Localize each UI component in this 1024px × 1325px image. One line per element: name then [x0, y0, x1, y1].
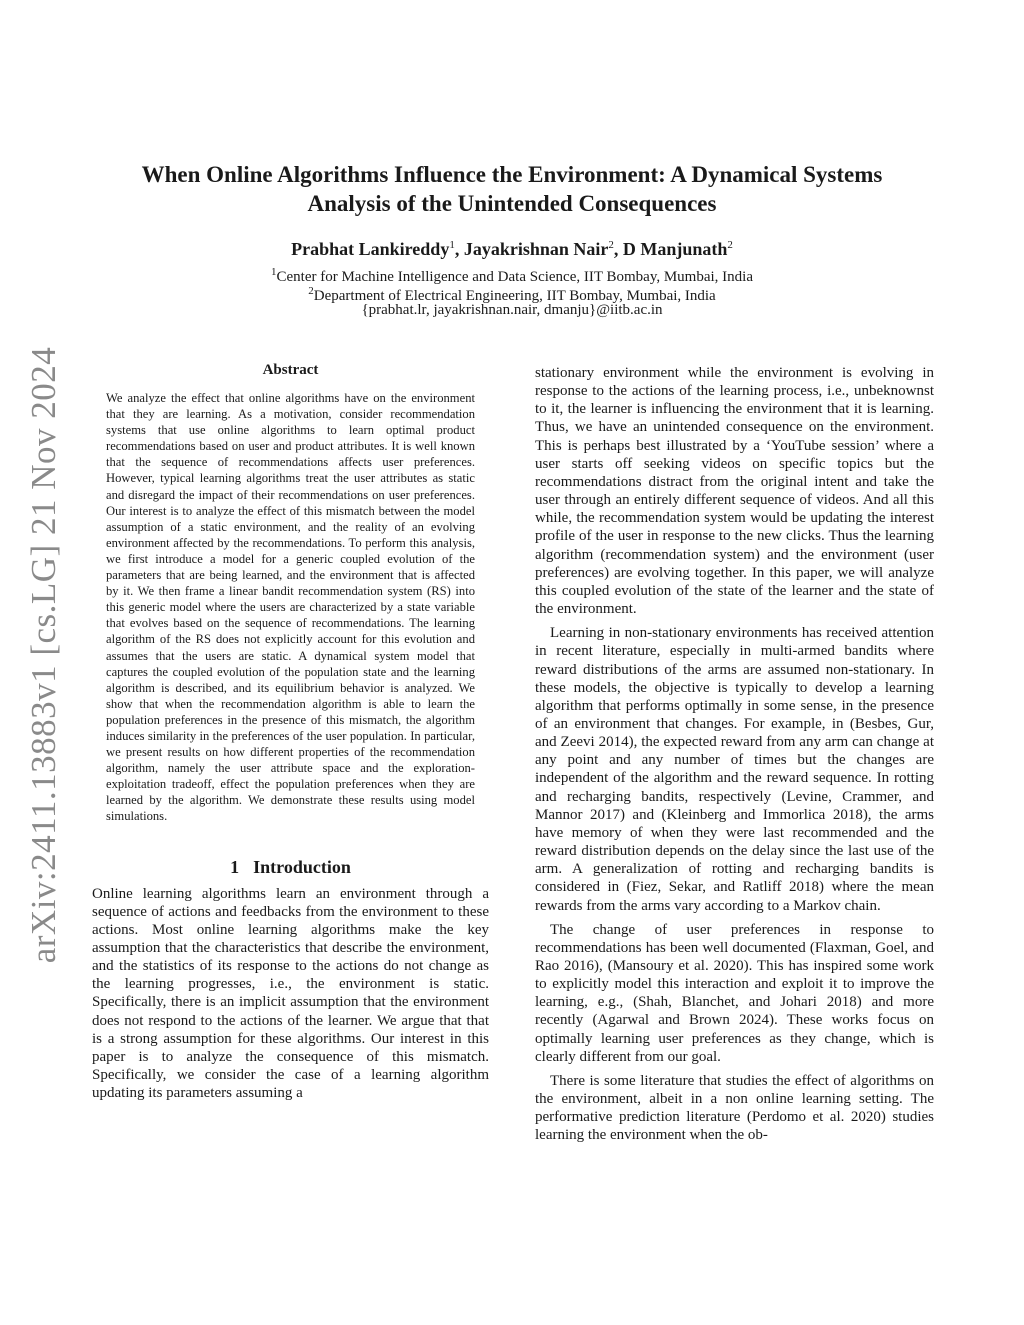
author-affiliation-mark: 2	[608, 239, 614, 251]
title-line-1: When Online Algorithms Influence the Environment: A Dynamical Systems	[141, 162, 883, 187]
affiliation-mark: 2	[308, 285, 314, 297]
abstract-text: We analyze the effect that online algorithms have on the environment that they are learning. As a motivation, consider recommendation systems that use online algorithms to learn optimal product recommendations based on user and product attributes. It is well known that the sequence of recommendations affects user preferences. However, typical learning algorithms treat the user attributes as static and disregard the impact of their recommendations on user preferences. Our interest is to analyze the effect of this mismatch between the model assumption of a static environment, and the reality of an evolving environment affected by the recommendations. To perform this analysis, we first introduce a model for a generic coupled evolution of the parameters that are being learned, and the environment that is affected by it. We then frame a linear bandit recommendation system (RS) into this generic model where the users are characterized by a state variable that evolves based on the sequence of recommendations. The learning algorithm of the RS does not explicitly account for this evolution and assumes that the users are static. A dynamical system model that captures the coupled evolution of the population state and the learning algorithm is described, and its equilibrium behavior is analyzed. We show that when the recommendation algorithm is able to learn the population preferences in the presence of this mismatch, the algorithm induces similarity in the preferences of the user population. In particular, we present results on how different properties of the recommendation algorithm, namely the user attribute space and the exploration-exploitation tradeoff, effect the population preferences when they are learned by the algorithm. We demonstrate these results using model simulations.	[106, 391, 475, 824]
author-list	[92, 233, 932, 261]
author-name: Prabhat Lankireddy	[291, 239, 450, 259]
abstract-heading: Abstract	[262, 362, 319, 378]
title-line-2: Analysis of the Unintended Consequences	[307, 191, 717, 216]
author-name: Jayakrishnan Nair	[463, 239, 609, 259]
author-separator: ,	[454, 239, 464, 259]
author-emails: {prabhat.lr, jayakrishnan.nair, dmanju}@iitb.ac.in	[361, 302, 663, 318]
author-separator: ,	[613, 239, 623, 259]
section-heading-introduction	[92, 855, 489, 879]
paper-title	[92, 160, 932, 218]
section-title: Introduction	[253, 856, 351, 877]
intro-paragraph-1: Online learning algorithms learn an environment through a sequence of actions and feedbacks from the environment to these actions. Most online learning algorithms make the key assumption that the characteristics that describe the environment, and the statistics of its response to the actions do not change as the learning progresses, i.e., the environment is static. Specifically, there is an implicit assumption that the environment does not respond to the actions of the learner. We argue that that is a strong assumption for these algorithms. Our interest in this paper is to analyze the consequence of this mismatch. Specifically, we consider the case of a learning algorithm updating its parameters assuming a	[92, 885, 489, 1102]
left-column	[92, 360, 489, 1102]
affiliation-text: Department of Electrical Engineering, IIT Bombay, Mumbai, India	[313, 288, 716, 304]
intro-paragraph-3: The change of user preferences in response to recommendations has been well documented (Flaxman, Goel, and Rao 2016), (Mansoury et al. 2020). This has inspired some work to explicitly model this interaction and exploit it to improve the learning, e.g., (Shah, Blanchet, and Johari 2018) and more recently (Agarwal and Brown 2024). These works focus on optimally learning user preferences as they change, which is clearly different from our goal.	[535, 921, 934, 1065]
arxiv-identifier: arXiv:2411.13883v1 [cs.LG] 21 Nov 2024	[24, 346, 63, 964]
affiliation-mark: 1	[271, 266, 277, 278]
section-number: 1	[230, 856, 240, 877]
right-column	[535, 364, 934, 1145]
author-name: D Manjunath	[622, 239, 728, 259]
author-affiliation-mark: 1	[449, 239, 455, 251]
intro-paragraph-4: There is some literature that studies the effect of algorithms on the environment, albeit in a non online learning setting. The performative prediction literature (Perdomo et al. 2020) studies learning the environment when the ob-	[535, 1072, 934, 1144]
affiliation-text: Center for Machine Intelligence and Data Science, IIT Bombay, Mumbai, India	[276, 269, 753, 285]
intro-paragraph-2: Learning in non-stationary environments has received attention in recent literature, especially in multi-armed bandits where reward distributions of the arms are assumed non-stationary. In these models, the objective is typically to develop a learning algorithm that performs optimally in some sense, in the presence of an environment that changes. For example, in (Besbes, Gur, and Zeevi 2014), the expected reward from any arm can change at any point and any number of times but the changes are independent of the algorithm and the reward sequence. In rotting and recharging bandits, respectively (Levine, Crammer, and Mannor 2017) and (Kleinberg and Immorlica 2018), the arms have memory of when they were last recommended and the reward distribution depends on the delay since the last use of the arm. A generalization of rotting and recharging bandits is considered in (Fiez, Sekar, and Ratliff 2018) where the mean rewards from the arms vary according to a Markov chain.	[535, 625, 934, 914]
intro-paragraph-1-continued: stationary environment while the environment is evolving in response to the actions of the learning process, i.e., unbeknownst to it, the learner is influencing the environment that it is learning. Thus, we have an unintended consequence on the environment. This is perhaps best illustrated by a ‘YouTube session’ where a user starts off seeking videos on specific topics but the recommendations distract from the original intent and take the user through an entirely different sequence of videos. And all this while, the recommendation system would be updating the interest profile of the user in response to the new clicks. Thus the learning algorithm (recommendation system) and the environment (user preferences) are evolving together. In this paper, we will analyze this coupled evolution of the state of the learner and the state of the environment.	[535, 365, 934, 618]
author-affiliation-mark: 2	[727, 239, 733, 251]
